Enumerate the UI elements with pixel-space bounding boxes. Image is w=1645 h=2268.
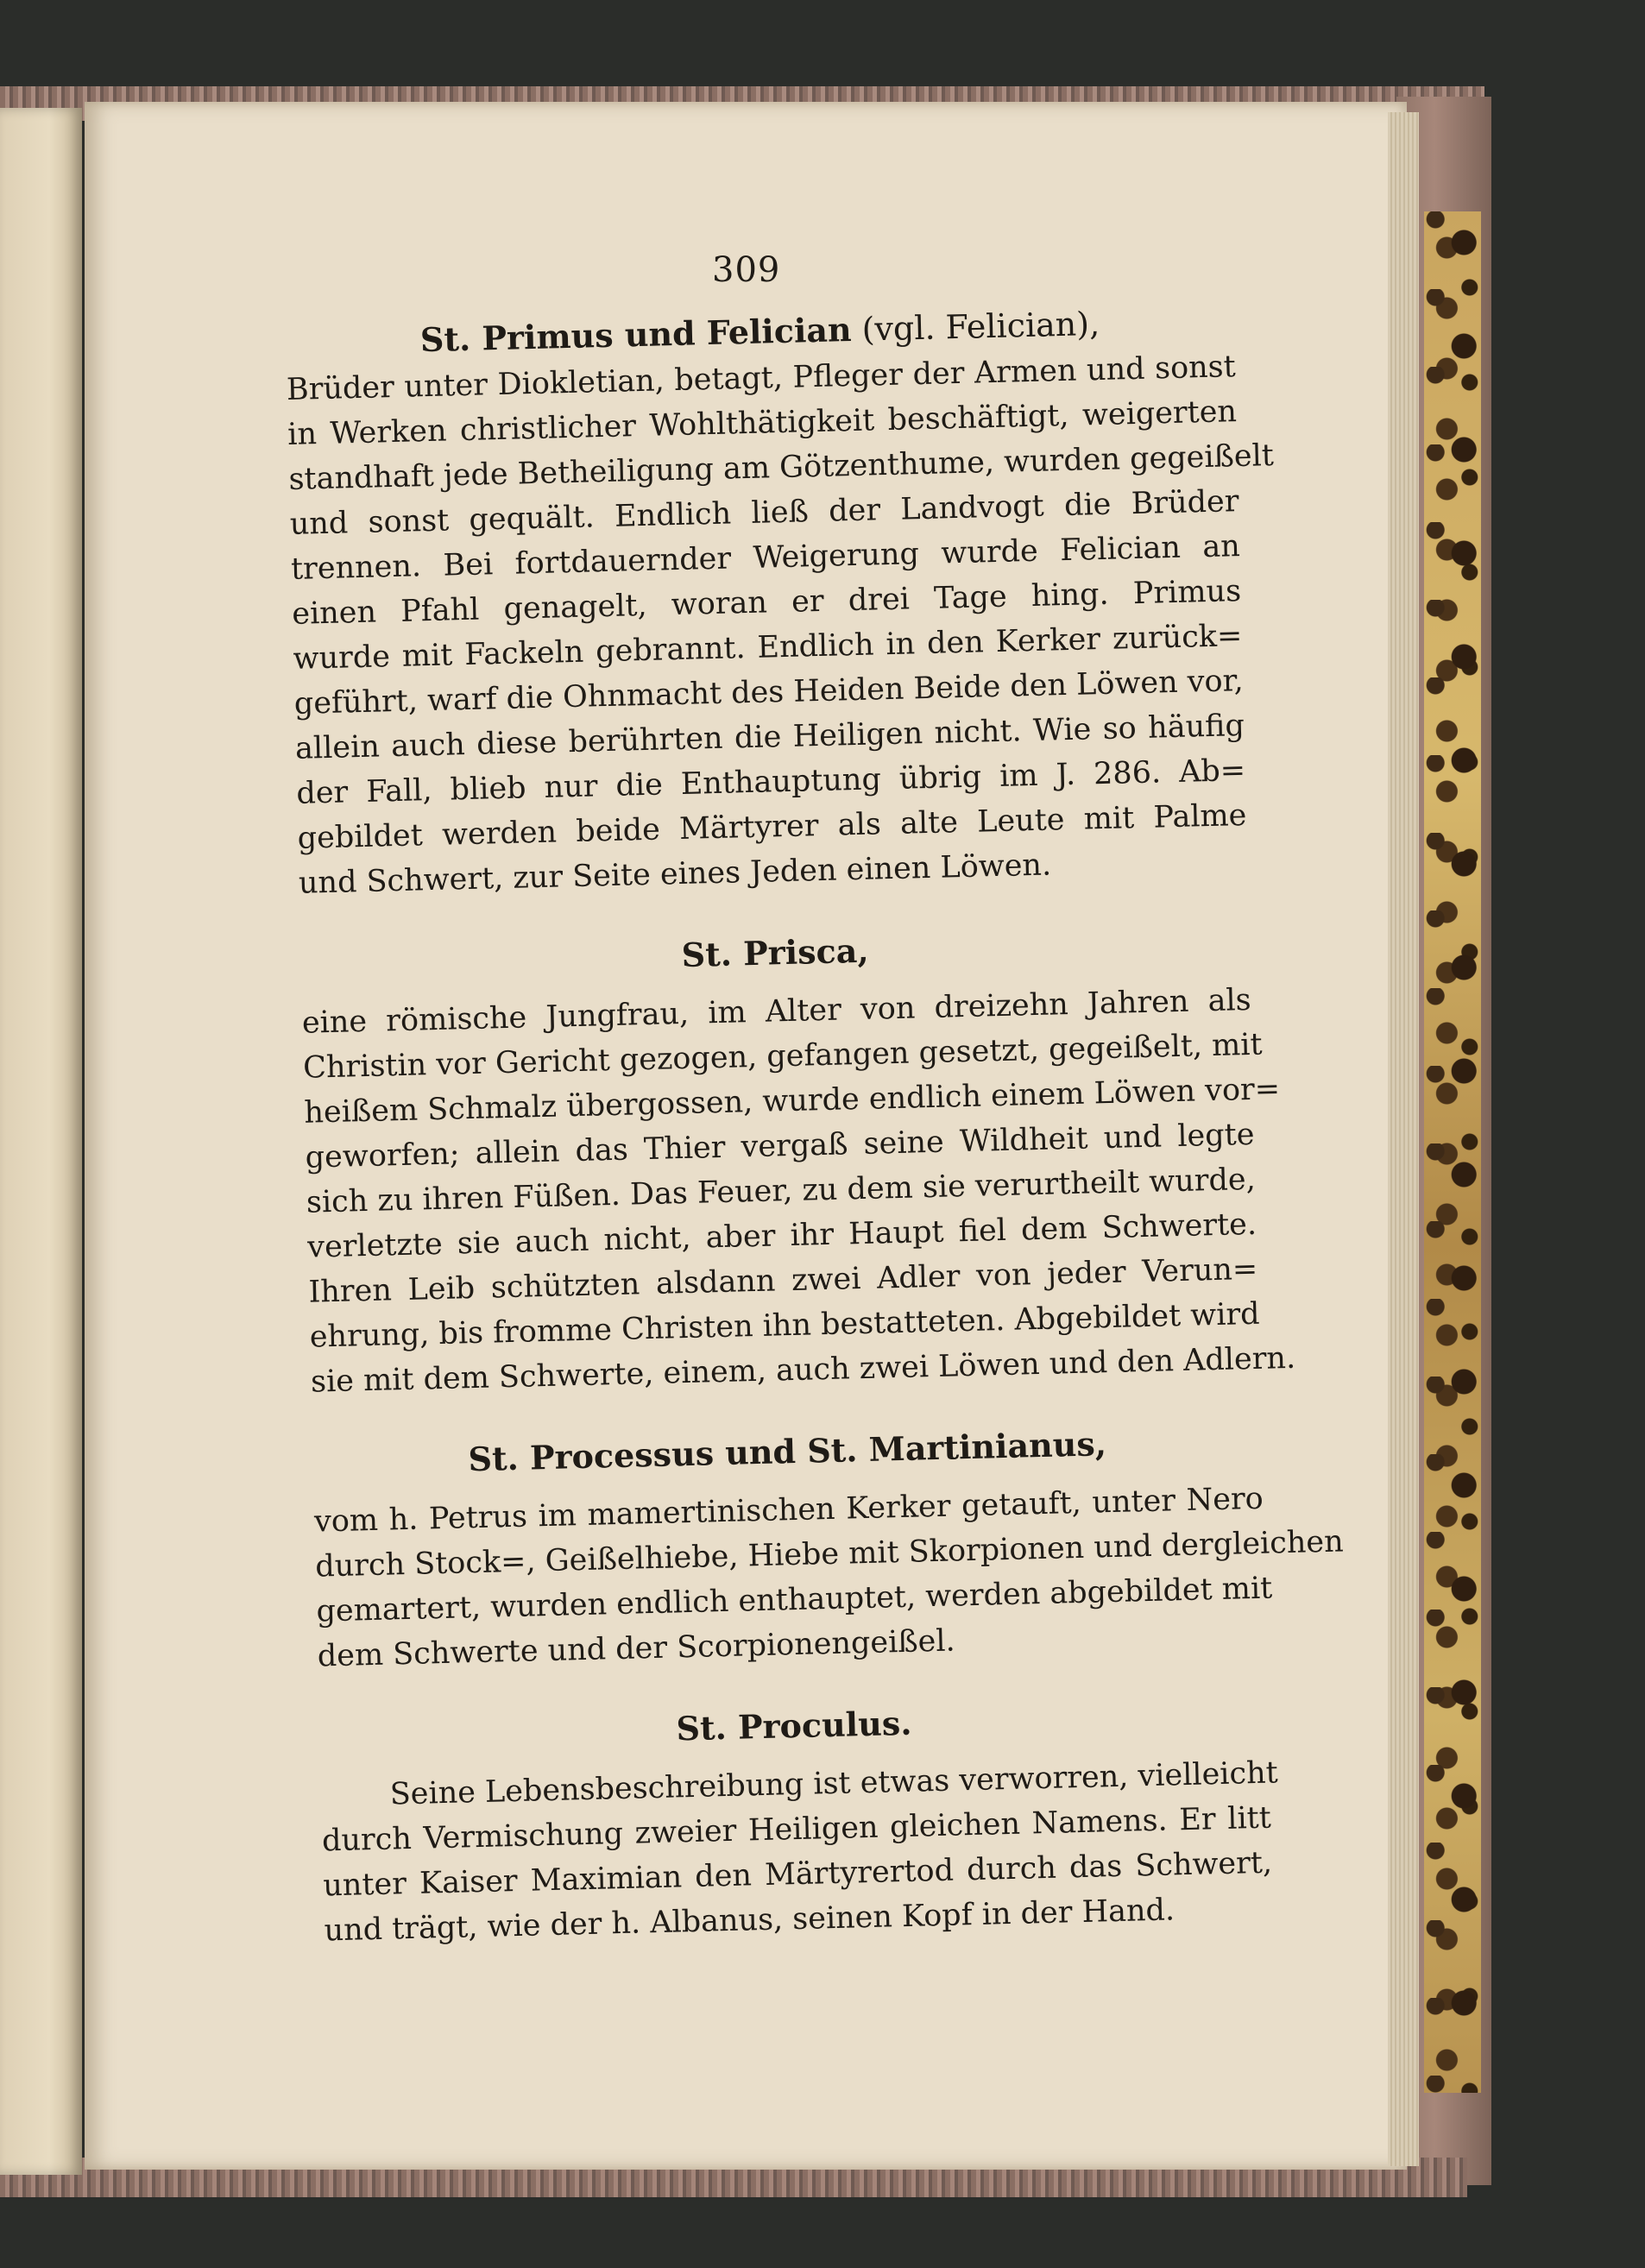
text-line: und Schwert, zur Seite eines Jeden einen Löwen.: [298, 847, 1052, 901]
text-line: verletzte sie auch nicht, aber ihr Haupt fiel dem Schwerte.: [306, 1206, 1257, 1265]
text-line: Ihren Leib schützten alsdann zwei Adler von jeder Verun=: [308, 1251, 1258, 1310]
text-line: und trägt, wie der h. Albanus, seinen Kopf in der Hand.: [324, 1893, 1175, 1949]
text-line: sie mit dem Schwerte, einem, auch zwei Löwen und den Adlern.: [310, 1340, 1296, 1400]
text-line: gebildet werden beide Märtyrer als alte Leute mit Palme: [297, 797, 1247, 856]
text-line: gemartert, wurden endlich enthauptet, werden abgebildet mit: [316, 1571, 1273, 1629]
page-stack-edge: [1388, 112, 1419, 2166]
text-line: Christin vor Gericht gezogen, gefangen gesetzt, gegeißelt, mit: [302, 1027, 1264, 1086]
text-line: wurde mit Fackeln gebrannt. Endlich in den Kerker zurück=: [293, 619, 1243, 677]
text-line: allein auch diese berührten die Heiligen nicht. Wie so häufig: [294, 708, 1245, 766]
section-body-proculus: [320, 1751, 1279, 1954]
text-line: vom h. Petrus im mamertinischen Kerker getauft, unter Nero: [313, 1481, 1264, 1540]
text-line: sich zu ihren Füßen. Das Feuer, zu dem sie verurtheilt wurde,: [306, 1162, 1257, 1220]
text-line: durch Stock=, Geißelhiebe, Hiebe mit Skorpionen und dergleichen: [314, 1524, 1345, 1584]
text-line: Brüder unter Diokletian, betagt, Pfleger der Armen und sonst: [286, 350, 1237, 407]
section-heading-proculus: St. Proculus.: [676, 1703, 912, 1748]
section-heading-primus: St. Primus und Felician (vgl. Felician),: [419, 304, 1100, 360]
page-text: [285, 296, 1345, 1953]
text-line: geworfen; allein das Thier vergaß seine Wildheit und legte: [305, 1117, 1255, 1175]
text-line: heißem Schmalz übergossen, wurde endlich einem Löwen vor=: [303, 1072, 1281, 1131]
text-line: eine römische Jungfrau, im Alter von dreizehn Jahren als: [301, 982, 1252, 1041]
text-line: ehrung, bis fromme Christen ihn bestatteten. Abgebildet wird: [309, 1296, 1261, 1355]
text-line: dem Schwerte und der Scorpionengeißel.: [317, 1623, 956, 1674]
text-line: trennen. Bei fortdauernder Weigerung wurde Felician an: [290, 529, 1241, 587]
page-number: 309: [712, 250, 781, 290]
text-line: geführt, warf die Ohnmacht des Heiden Beide den Löwen vor,: [293, 663, 1245, 721]
section-body-processus: [313, 1477, 1345, 1679]
section-heading-prisca: St. Prisca,: [681, 930, 870, 974]
text-line: durch Vermischung zweier Heiligen gleichen Namens. Er litt: [321, 1800, 1272, 1859]
section-body-prisca: [301, 978, 1296, 1405]
text-line: in Werken christlicher Wohlthätigkeit beschäftigt, weigerten: [287, 394, 1238, 452]
text-line: unter Kaiser Maximian den Märtyrertod durch das Schwert,: [322, 1845, 1273, 1904]
text-line: und sonst gequält. Endlich ließ der Landvogt die Brüder: [289, 484, 1239, 542]
text-line: standhaft jede Betheiligung am Götzenthume, wurden gegeißelt: [288, 438, 1275, 497]
text-line: einen Pfahl genagelt, woran er drei Tage hing. Primus: [291, 574, 1242, 632]
left-page: [0, 108, 82, 2175]
section-body-primus: [286, 344, 1275, 906]
marbled-endpaper: [1424, 211, 1481, 2093]
text-line: Seine Lebensbeschreibung ist etwas verworren, vielleicht: [389, 1755, 1279, 1812]
section-heading-processus: St. Processus und St. Martinianus,: [468, 1424, 1107, 1479]
text-line: der Fall, blieb nur die Enthauptung übrig im J. 286. Ab=: [295, 753, 1246, 811]
